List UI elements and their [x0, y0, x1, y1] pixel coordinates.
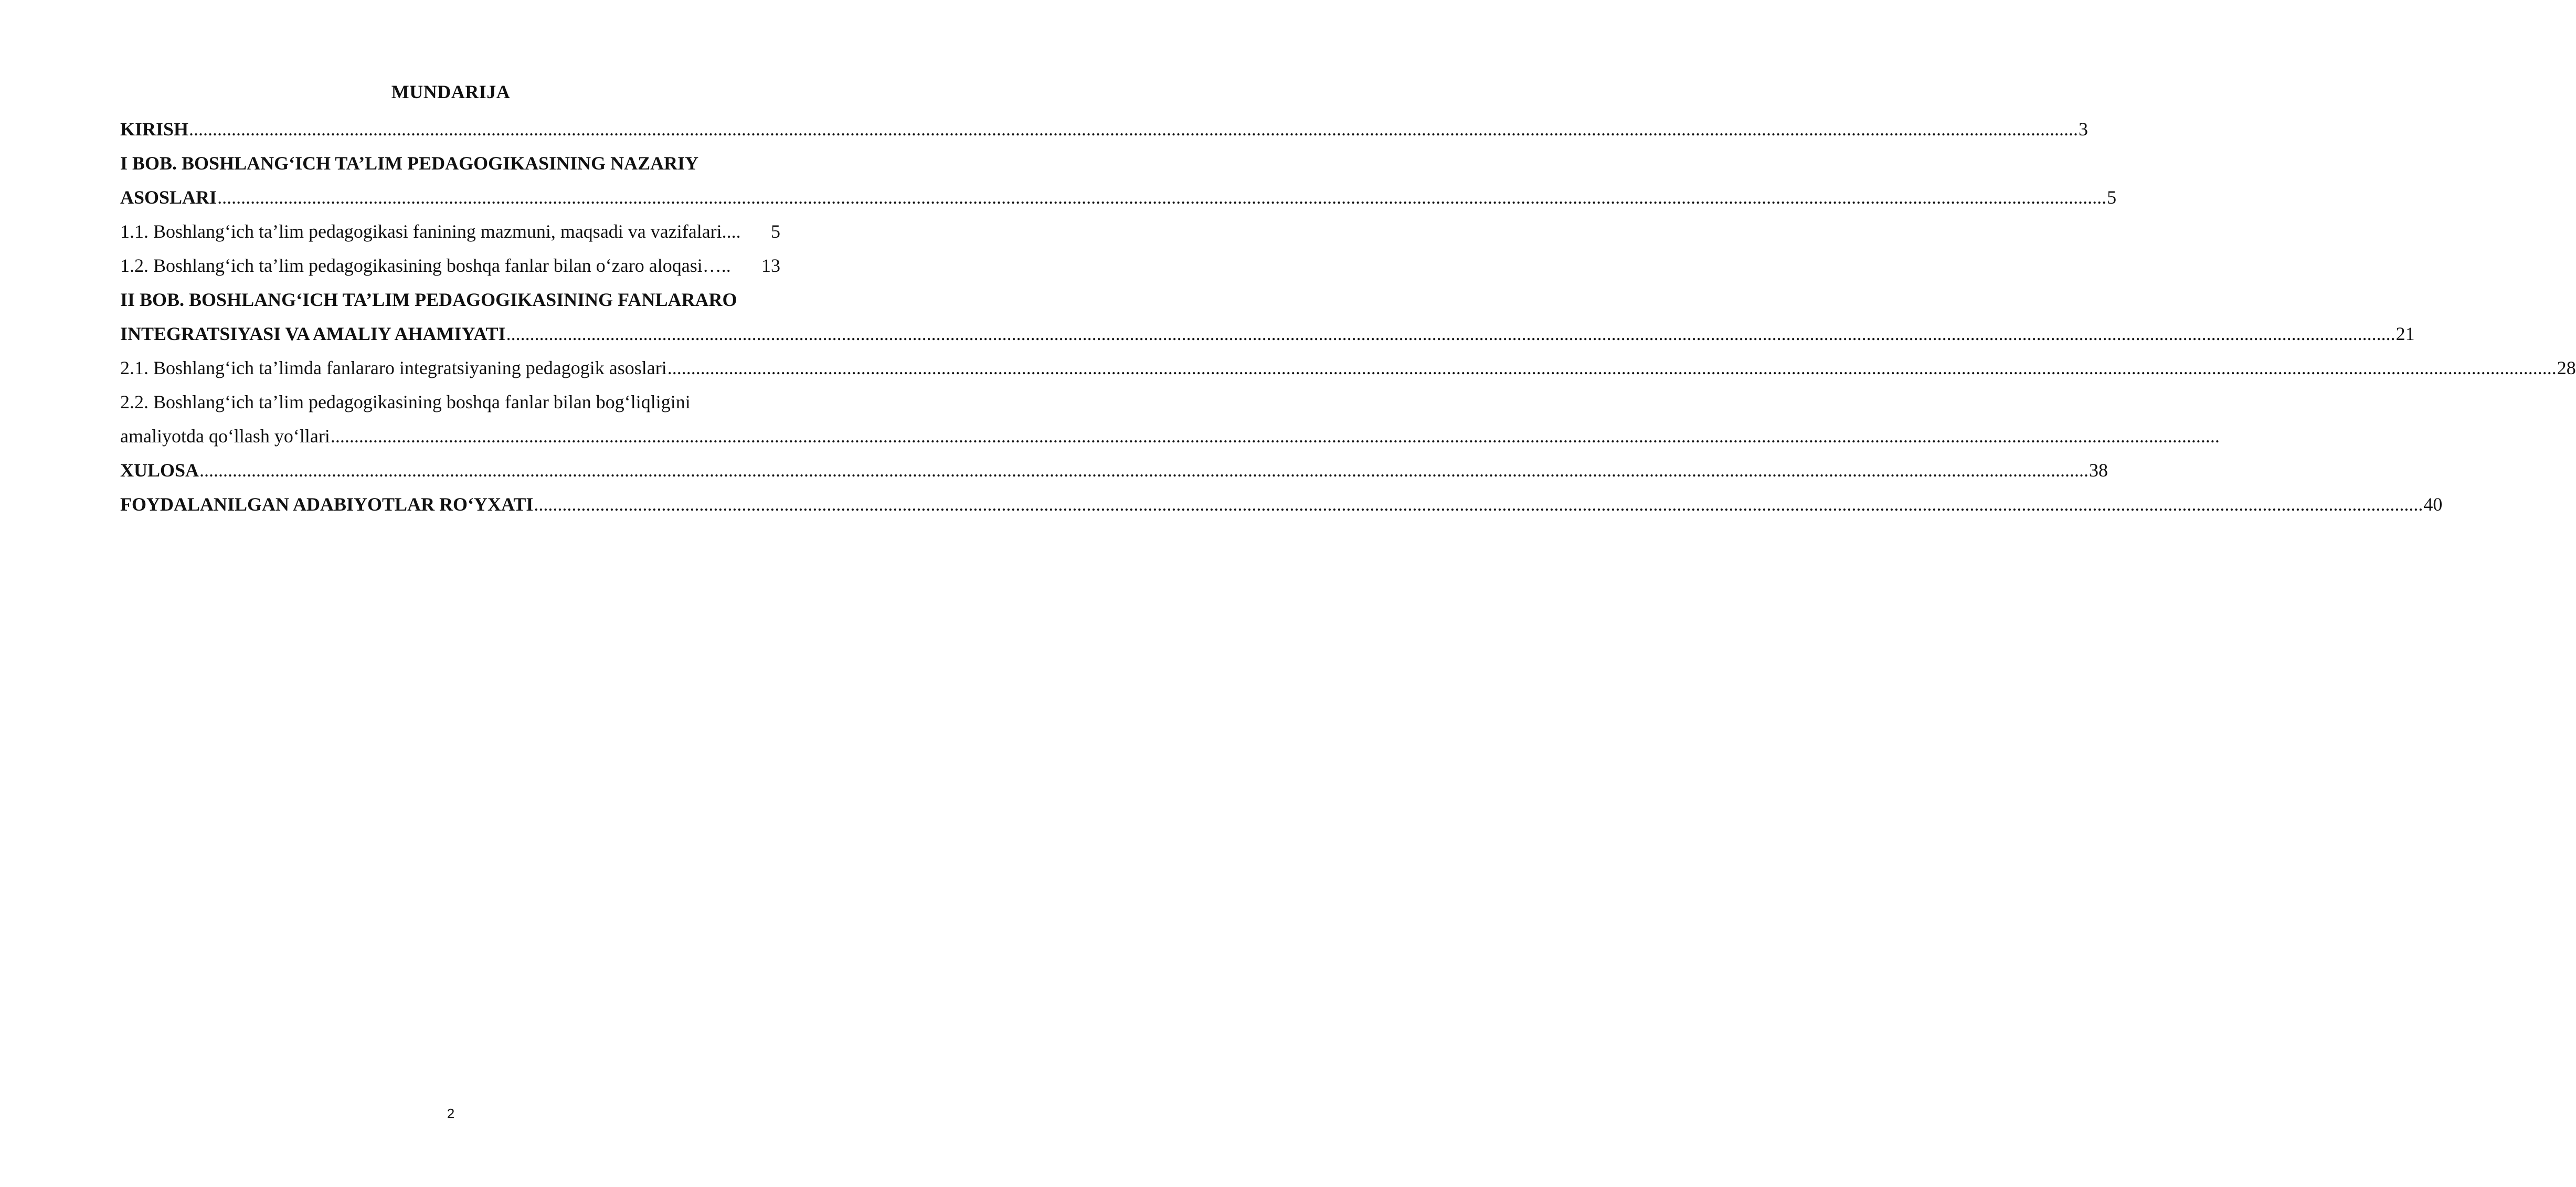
toc-leader-dots: ................................................................................................................................................................................................................................................................................................................................................................................................................: [199, 460, 2089, 481]
toc-leader-dots: ................................................................................................................................................................................................................................................................................................................................................................................................................: [506, 323, 2395, 344]
toc-entry-text: KIRISH: [120, 119, 189, 140]
toc-leader-dots: ................................................................................................................................................................................................................................................................................................................................................................................................................: [667, 357, 2557, 378]
toc-entry-text: XULOSA: [120, 460, 199, 481]
toc-entry-page: 5: [771, 221, 780, 242]
toc-entry-page: 38: [2089, 460, 2108, 481]
toc-entry-chapter-1-line-2: [120, 181, 2117, 215]
toc-entry-section-2-1: [120, 351, 2576, 385]
toc-entry-text: 1.1. Boshlang‘ich ta’lim pedagogikasi fanining mazmuni, maqsadi va vazifalari....: [120, 221, 741, 242]
toc-entry-text: I BOB. BOSHLANG‘ICH TA’LIM PEDAGOGIKASINING NAZARIY: [120, 153, 699, 174]
toc-entry-page: 3: [2079, 119, 2089, 140]
toc-entry-page: 40: [2423, 494, 2443, 515]
toc-entry-section-2-2-line-1: [120, 385, 780, 419]
toc-leader-dots: ................................................................................................................................................................................................................................................................................................................................................................................................................: [330, 426, 2220, 447]
toc-entry-references: [120, 487, 2443, 522]
toc-entry-chapter-2-line-1: [120, 283, 780, 317]
toc-entry-section-1-1: [120, 215, 780, 249]
table-of-contents: [120, 112, 2576, 522]
toc-entry-text: amaliyotda qo‘llash yo‘llari: [120, 426, 330, 447]
toc-leader-dots: ................................................................................................................................................................................................................................................................................................................................................................................................................: [534, 494, 2423, 515]
toc-leader-dots: ................................................................................................................................................................................................................................................................................................................................................................................................................: [217, 187, 2107, 208]
toc-entry-kirish: [120, 112, 2089, 146]
toc-entry-chapter-2-line-2: [120, 317, 2415, 351]
toc-entry-xulosa: [120, 453, 2108, 487]
toc-entry-text: INTEGRATSIYASI VA AMALIY AHAMIYATI: [120, 323, 506, 344]
toc-entry-text: 1.2. Boshlang‘ich ta’lim pedagogikasining boshqa fanlar bilan o‘zaro aloqasi…..: [120, 255, 731, 276]
toc-entry-text: 2.1. Boshlang‘ich ta’limda fanlararo integratsiyaning pedagogik asoslari: [120, 357, 667, 378]
page-title: MUNDARIJA: [391, 81, 511, 102]
toc-entry-text: 2.2. Boshlang‘ich ta’lim pedagogikasining boshqa fanlar bilan bog‘liqligini: [120, 391, 691, 412]
toc-entry-text: II BOB. BOSHLANG‘ICH TA’LIM PEDAGOGIKASINING FANLARARO: [120, 289, 737, 310]
toc-entry-text: FOYDALANILGAN ADABIYOTLAR RO‘YXATI: [120, 494, 534, 515]
page-number: 2: [447, 1106, 455, 1121]
toc-leader-dots: ................................................................................................................................................................................................................................................................................................................................................................................................................: [189, 119, 2079, 140]
toc-entry-page: 5: [2107, 187, 2117, 208]
toc-entry-section-2-2-line-2: [120, 419, 2220, 453]
toc-entry-page: 13: [761, 255, 780, 276]
toc-entry-page: 21: [2395, 323, 2415, 344]
toc-entry-page: 28: [2557, 357, 2576, 378]
toc-entry-chapter-1-line-1: [120, 146, 780, 181]
toc-entry-text: ASOSLARI: [120, 187, 217, 208]
toc-entry-section-1-2: [120, 249, 780, 283]
